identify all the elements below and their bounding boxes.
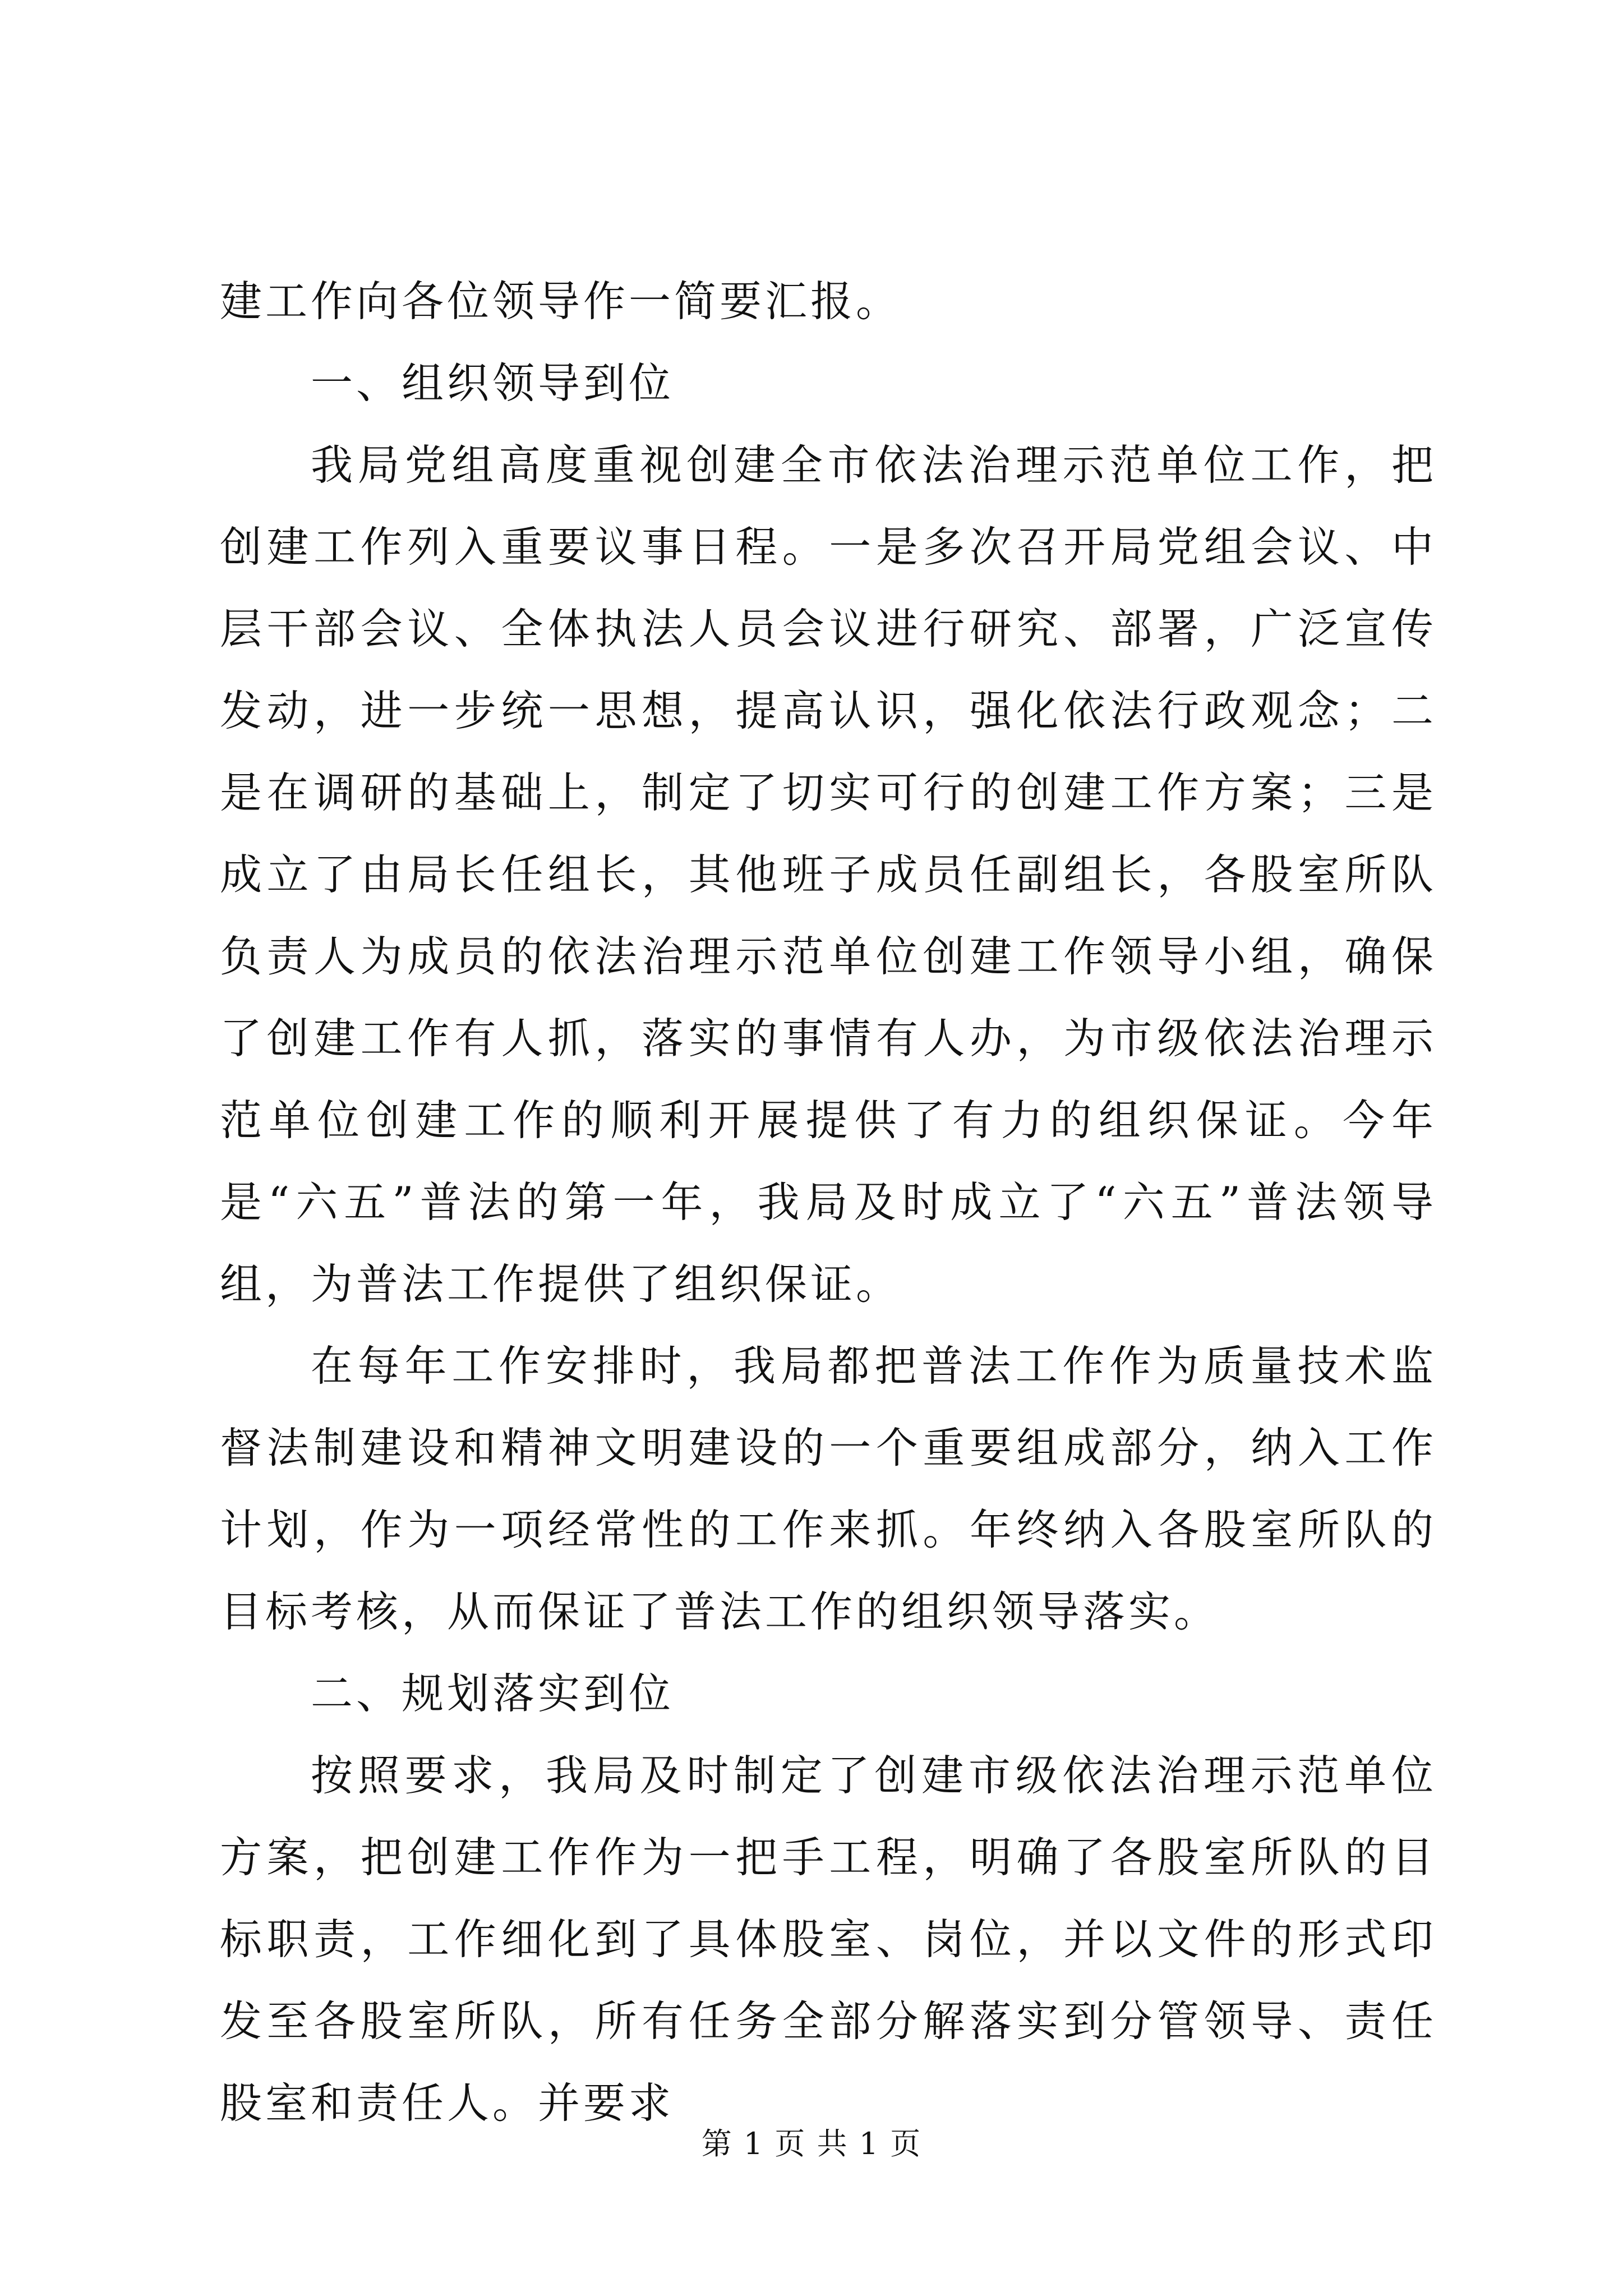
- document-body: [220, 260, 1437, 2144]
- page-number-footer: 第 1 页 共 1 页: [701, 2126, 922, 2161]
- paragraph-annual-planning: 在每年工作安排时，我局都把普法工作作为质量技术监督法制建设和精神文明建设的一个重要组成部分，纳入工作计划，作为一项经常性的工作来抓。年终纳入各股室所队的目标考核，从而保证了普法工作的组织领导落实。: [220, 1341, 1437, 1636]
- paragraph-report-intro: 建工作向各位领导作一简要汇报。: [220, 277, 902, 326]
- section-heading-organization: 一、组织领导到位: [311, 358, 675, 408]
- paragraph-organization-details: 我局党组高度重视创建全市依法治理示范单位工作，把创建工作列入重要议事日程。一是多次召开局党组会议、中层干部会议、全体执法人员会议进行研究、部署，广泛宣传发动，进一步统一思想，提高认识，强化依法行政观念；二是在调研的基础上，制定了切实可行的创建工作方案；三是成立了由局长任组长，其他班子成员任副组长，各股室所队负责人为成员的依法治理示范单位创建工作领导小组，确保了创建工作有人抓，落实的事情有人办，为市级依法治理示范单位创建工作的顺利开展提供了有力的组织保证。今年是“六五”普法的第一年，我局及时成立了“六五”普法领导组，为普法工作提供了组织保证。: [220, 440, 1437, 1309]
- section-heading-planning: 二、规划落实到位: [311, 1669, 675, 1718]
- paragraph-planning-details: 按照要求，我局及时制定了创建市级依法治理示范单位方案，把创建工作作为一把手工程，明确了各股室所队的目标职责，工作细化到了具体股室、岗位，并以文件的形式印发至各股室所队，所有任务全部分解落实到分管领导、责任股室和责任人。并要求: [220, 1751, 1437, 2128]
